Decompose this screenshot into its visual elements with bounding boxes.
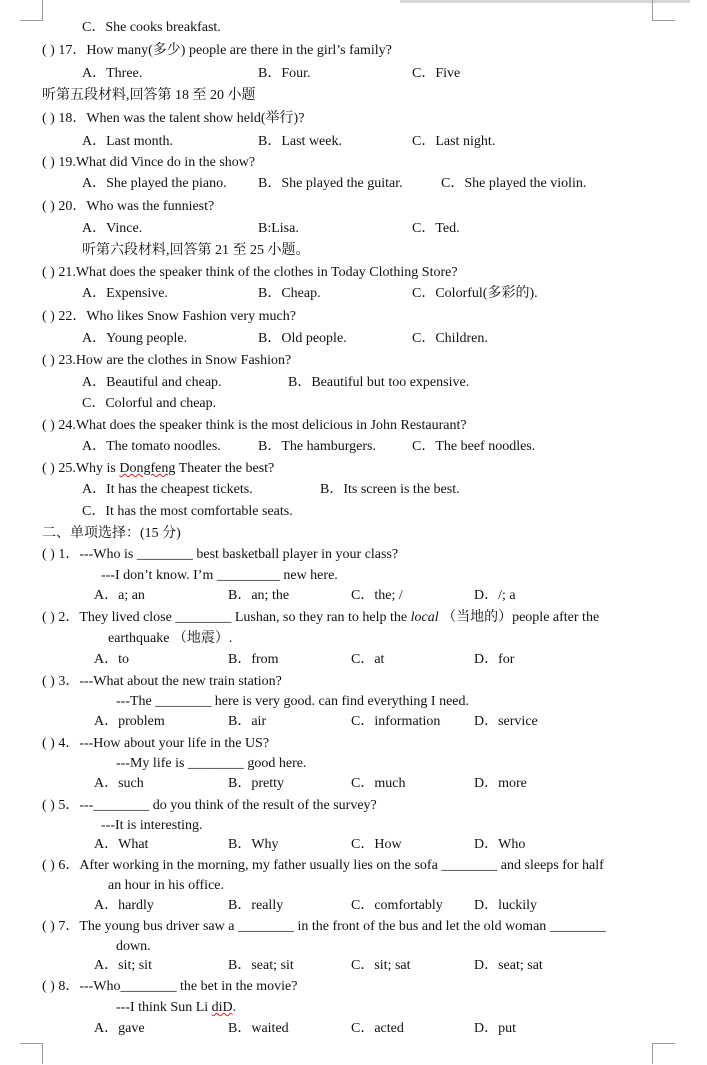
text-line: ( ) 4．---How about your life in the US?: [42, 736, 270, 751]
text-line: C．How: [351, 837, 402, 852]
text-line: B．Old people.: [258, 331, 347, 346]
crop-mark-bottom-left: [20, 1043, 43, 1064]
text-line: earthquake （地震）.: [108, 631, 233, 646]
text-line: ---I don’t know. I’m _________ new here.: [101, 568, 338, 583]
text-line: D．Who: [474, 837, 526, 852]
text-line: ( ) 17．How many(多少) people are there in the girl’s family?: [42, 43, 392, 58]
text-line: ---The ________ here is very good. can find everything I need.: [116, 694, 469, 709]
text-line: ( ) 5．---________ do you think of the result of the survey?: [42, 798, 377, 813]
text-line: ---My life is ________ good here.: [116, 756, 307, 771]
crop-mark-bottom-right: [652, 1043, 675, 1064]
text-line: ( ) 23.How are the clothes in Snow Fashion?: [42, 353, 292, 368]
text-line: A．Three.: [82, 66, 143, 81]
text-line: C．sit; sat: [351, 958, 411, 973]
text-line: C．Ted.: [412, 221, 460, 236]
text-line: A．What: [94, 837, 149, 852]
text-line: A．to: [94, 652, 129, 667]
text-line: B．pretty: [228, 776, 284, 791]
text-line: C．Last night.: [412, 134, 496, 149]
text-line: C．Five: [412, 66, 461, 81]
text-line: B．an; the: [228, 588, 290, 603]
text-line: B．Cheap.: [258, 286, 321, 301]
text-line: A．She played the piano.: [82, 176, 227, 191]
text-line: B．Why: [228, 837, 279, 852]
text-line: 听第六段材料,回答第 21 至 25 小题。: [82, 243, 310, 258]
text-line: B．waited: [228, 1021, 289, 1036]
text-line: B．Four.: [258, 66, 311, 81]
text-line: C．Colorful and cheap.: [82, 396, 217, 411]
text-line: A．Expensive.: [82, 286, 168, 301]
marked-word: local: [407, 610, 443, 625]
text-line: C．She played the violin.: [441, 176, 587, 191]
text-line: B．The hamburgers.: [258, 439, 376, 454]
text-line: ( ) 20．Who was the funniest?: [42, 199, 215, 214]
text-line: A．Young people.: [82, 331, 188, 346]
text-line: A．Vince.: [82, 221, 143, 236]
text-line: ---It is interesting.: [101, 818, 203, 833]
text-line: C．acted: [351, 1021, 404, 1036]
crop-mark-top-right: [652, 0, 675, 21]
text-line: ---I think Sun Li diD.: [116, 1000, 237, 1015]
text-line: ( ) 6．After working in the morning, my father usually lies on the sofa ________ and sleeps for half: [42, 858, 604, 873]
text-line: ( ) 25.Why is Dongfeng Theater the best?: [42, 461, 275, 476]
text-line: A．sit; sit: [94, 958, 152, 973]
text-line: ( ) 3．---What about the new train station?: [42, 674, 282, 689]
text-line: ( ) 8．---Who________ the bet in the movie?: [42, 979, 298, 994]
text-line: ( ) 18．When was the talent show held(举行)?: [42, 111, 305, 126]
text-line: D．luckily: [474, 898, 537, 913]
text-line: C．The beef noodles.: [412, 439, 536, 454]
text-line: down.: [116, 939, 151, 954]
text-line: D．service: [474, 714, 538, 729]
text-line: ( ) 19.What did Vince do in the show?: [42, 155, 256, 170]
text-line: ( ) 22．Who likes Snow Fashion very much?: [42, 309, 296, 324]
text-line: B．air: [228, 714, 267, 729]
text-line: C．much: [351, 776, 406, 791]
text-line: A．Last month.: [82, 134, 173, 149]
text-line: A．problem: [94, 714, 165, 729]
text-line: D．put: [474, 1021, 516, 1036]
text-line: B:Lisa.: [258, 221, 299, 236]
text-line: B．She played the guitar.: [258, 176, 403, 191]
marked-word: Dongfeng: [119, 461, 176, 476]
text-line: C．Colorful(多彩的).: [412, 286, 538, 301]
text-line: C．the; /: [351, 588, 403, 603]
text-line: D．for: [474, 652, 515, 667]
text-line: D．/; a: [474, 588, 516, 603]
text-line: C．at: [351, 652, 385, 667]
text-line: an hour in his office.: [108, 878, 224, 893]
text-line: ( ) 24.What does the speaker think is the most delicious in John Restaurant?: [42, 418, 467, 433]
text-line: A．The tomato noodles.: [82, 439, 221, 454]
text-line: C．It has the most comfortable seats.: [82, 504, 293, 519]
text-line: B．seat; sit: [228, 958, 294, 973]
text-line: D．seat; sat: [474, 958, 543, 973]
text-line: C．comfortably: [351, 898, 443, 913]
text-line: 二、单项选择：(15 分): [42, 526, 181, 541]
text-line: B．from: [228, 652, 279, 667]
text-line: ( ) 21.What does the speaker think of the clothes in Today Clothing Store?: [42, 265, 458, 280]
text-line: A．It has the cheapest tickets.: [82, 482, 253, 497]
crop-mark-top-left: [20, 0, 43, 21]
text-line: D．more: [474, 776, 527, 791]
text-line: B．really: [228, 898, 284, 913]
text-line: C．She cooks breakfast.: [82, 20, 221, 35]
text-line: ( ) 7．The young bus driver saw a ________ in the front of the bus and let the old woman ________: [42, 919, 606, 934]
text-line: C．information: [351, 714, 441, 729]
text-line: A．hardly: [94, 898, 154, 913]
top-edge-bar: [400, 0, 690, 3]
text-line: B．Beautiful but too expensive.: [288, 375, 470, 390]
text-line: A．a; an: [94, 588, 145, 603]
text-line: C．Children.: [412, 331, 488, 346]
marked-word: diD: [211, 1000, 233, 1015]
text-line: A．gave: [94, 1021, 145, 1036]
text-line: 听第五段材料,回答第 18 至 20 小题: [42, 88, 256, 103]
text-line: ( ) 2．They lived close ________ Lushan, so they ran to help the local （当地的）people after the: [42, 610, 600, 625]
text-line: B．Its screen is the best.: [320, 482, 460, 497]
text-line: A．Beautiful and cheap.: [82, 375, 222, 390]
text-line: B．Last week.: [258, 134, 342, 149]
text-line: A．such: [94, 776, 144, 791]
text-line: ( ) 1．---Who is ________ best basketball player in your class?: [42, 547, 399, 562]
